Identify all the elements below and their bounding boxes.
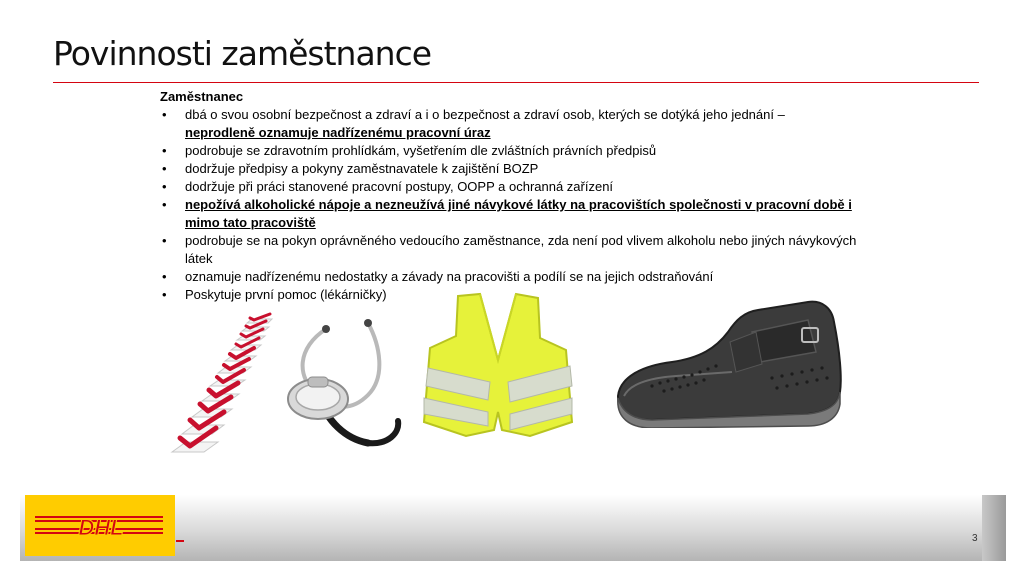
bullet-list <box>160 106 860 304</box>
page-number: 3 <box>972 533 978 544</box>
bullet-text: dodržuje předpisy a pokyny zaměstnavatele k zajištění BOZP <box>185 161 539 176</box>
title-divider <box>53 82 979 83</box>
dhl-logo <box>25 495 175 556</box>
bullet-emphasis: nepožívá alkoholické nápoje a nezneužívá jiné návykové látky na pracovištích společnosti v pracovní době i mimo tato pracoviště <box>185 197 852 230</box>
bullet-item <box>160 160 860 178</box>
bullet-text: podrobuje se na pokyn oprávněného vedoucího zaměstnance, zda není pod vlivem alkoholu nebo jiných návykových látek <box>185 233 857 266</box>
bullet-item <box>160 196 860 232</box>
dhl-logo-mark <box>25 495 175 556</box>
content-heading: Zaměstnanec <box>160 89 244 104</box>
bullet-item <box>160 232 860 268</box>
svg-text:DHL: DHL <box>78 515 124 540</box>
safety-shoe-icon <box>612 292 844 428</box>
bullet-item <box>160 178 860 196</box>
bullet-item <box>160 142 860 160</box>
bullet-text: Poskytuje první pomoc (lékárničky) <box>185 287 387 302</box>
bullet-item <box>160 106 860 142</box>
bullet-text: dodržuje při práci stanovené pracovní postupy, OOPP a ochranná zařízení <box>185 179 614 194</box>
bullet-emphasis: neprodleně oznamuje nadřízenému pracovní úraz <box>185 125 491 140</box>
bullet-text: oznamuje nadřízenému nedostatky a závady na pracovišti a podílí se na jejich odstraňování <box>185 269 714 284</box>
checklist-icon <box>158 312 278 454</box>
stethoscope-icon <box>268 317 408 449</box>
bullet-item <box>160 268 860 286</box>
content-block <box>160 88 860 304</box>
bullet-text: dbá o svou osobní bezpečnost a zdraví a i o bezpečnost a zdraví osob, kterých se dotýká jeho jednání – <box>185 107 785 122</box>
hi-vis-vest-icon <box>418 290 578 438</box>
footer-accent <box>176 540 184 542</box>
slide-title: Povinnosti zaměstnance <box>53 34 432 73</box>
bullet-text: podrobuje se zdravotním prohlídkám, vyšetřením dle zvláštních právních předpisů <box>185 143 657 158</box>
footer-edge <box>982 495 1006 561</box>
